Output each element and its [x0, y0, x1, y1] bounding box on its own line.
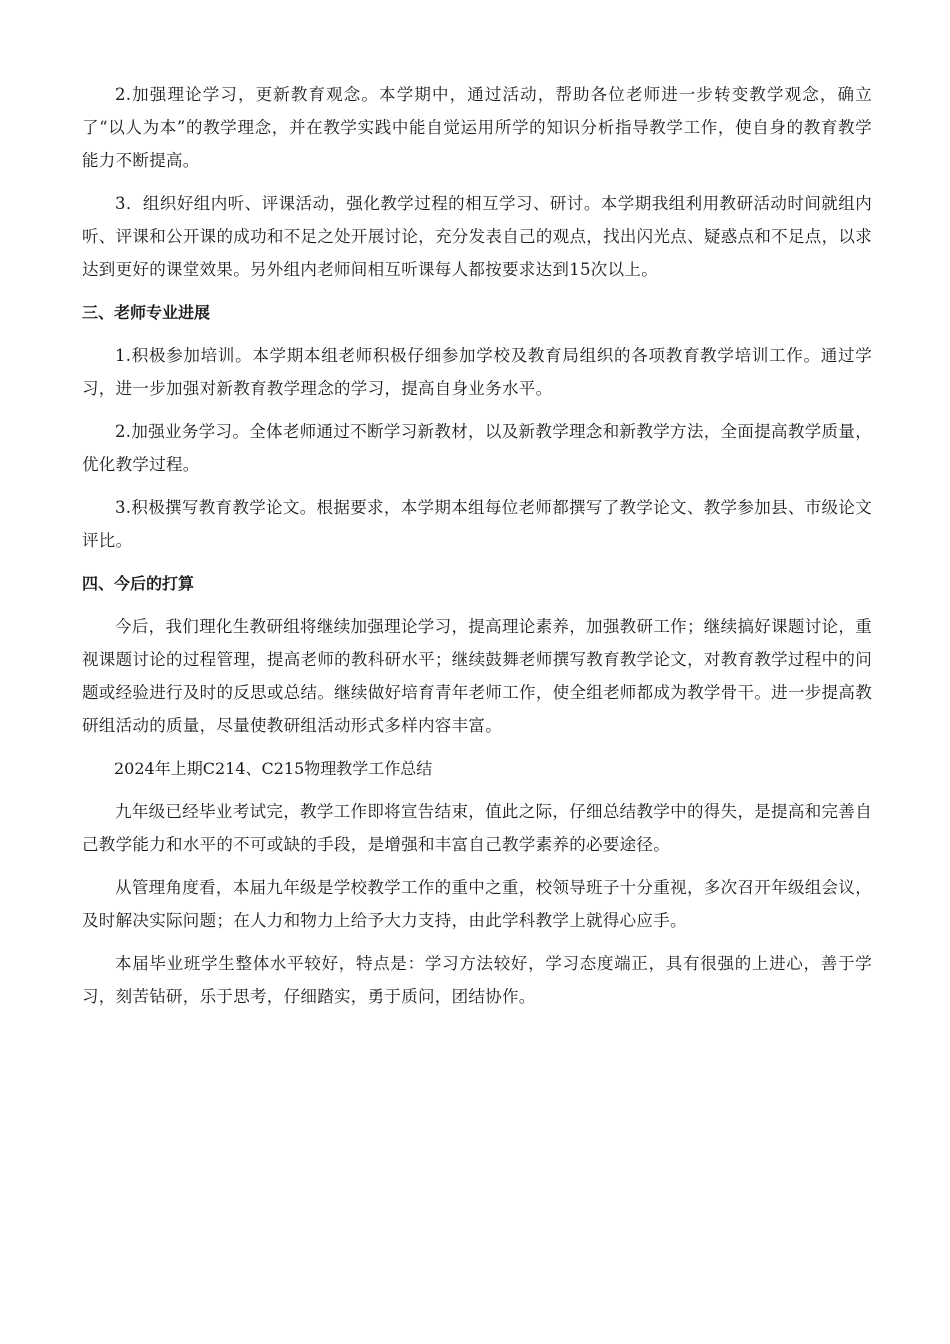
paragraph-theory-study: 2.加强理论学习，更新教育观念。本学期中，通过活动，帮助各位老师进一步转变教学观念，确立了“以人为本”的教学理念，并在教学实践中能自觉运用所学的知识分析指导教学工作，使自身的教育教学能力不断提高。 — [82, 85, 872, 170]
paragraph-future-plans: 今后，我们理化生教研组将继续加强理论学习，提高理论素养，加强教研工作；继续搞好课题讨论，重视课题讨论的过程管理，提高老师的教科研水平；继续鼓舞老师撰写教育教学论文，对教育教学过程中的问题或经验进行及时的反思或总结。继续做好培育青年老师工作，使全组老师都成为教学骨干。进一步提高教研组活动的质量，尽量使教研组活动形式多样内容丰富。 — [82, 617, 872, 735]
paragraph-management: 从管理角度看，本届九年级是学校教学工作的重中之重，校领导班子十分重视，多次召开年级组会议，及时解决实际问题；在人力和物力上给予大力支持，由此学科教学上就得心应手。 — [82, 878, 872, 930]
document-subtitle: 2024年上期C214、C215物理教学工作总结 — [114, 759, 433, 778]
paragraph-business-study: 2.加强业务学习。全体老师通过不断学习新教材，以及新教学理念和新教学方法，全面提高教学质量，优化教学过程。 — [82, 422, 872, 474]
document-page — [82, 78, 872, 1023]
paragraph-papers: 3.积极撰写教育教学论文。根据要求，本学期本组每位老师都撰写了教学论文、教学参加县、市级论文评比。 — [82, 498, 872, 550]
paragraph-lesson-review: 3．组织好组内听、评课活动，强化教学过程的相互学习、研讨。本学期我组利用教研活动时间就组内听、评课和公开课的成功和不足之处开展讨论，充分发表自己的观点，找出闪光点、疑惑点和不足点，以求达到更好的课堂效果。另外组内老师间相互听课每人都按要求达到15次以上。 — [82, 194, 872, 279]
section-heading-future-plans: 四、今后的打算 — [82, 574, 195, 593]
paragraph-graduation: 九年级已经毕业考试完，教学工作即将宣告结束，值此之际，仔细总结教学中的得失，是提高和完善自己教学能力和水平的不可或缺的手段，是增强和丰富自己教学素养的必要途径。 — [82, 802, 872, 854]
section-heading-teacher-development: 三、老师专业进展 — [82, 303, 211, 322]
paragraph-training: 1.积极参加培训。本学期本组老师积极仔细参加学校及教育局组织的各项教育教学培训工作。通过学习，进一步加强对新教育教学理念的学习，提高自身业务水平。 — [82, 346, 872, 398]
paragraph-students: 本届毕业班学生整体水平较好，特点是：学习方法较好，学习态度端正，具有很强的上进心，善于学习，刻苦钻研，乐于思考，仔细踏实，勇于质问，团结协作。 — [82, 954, 872, 1006]
